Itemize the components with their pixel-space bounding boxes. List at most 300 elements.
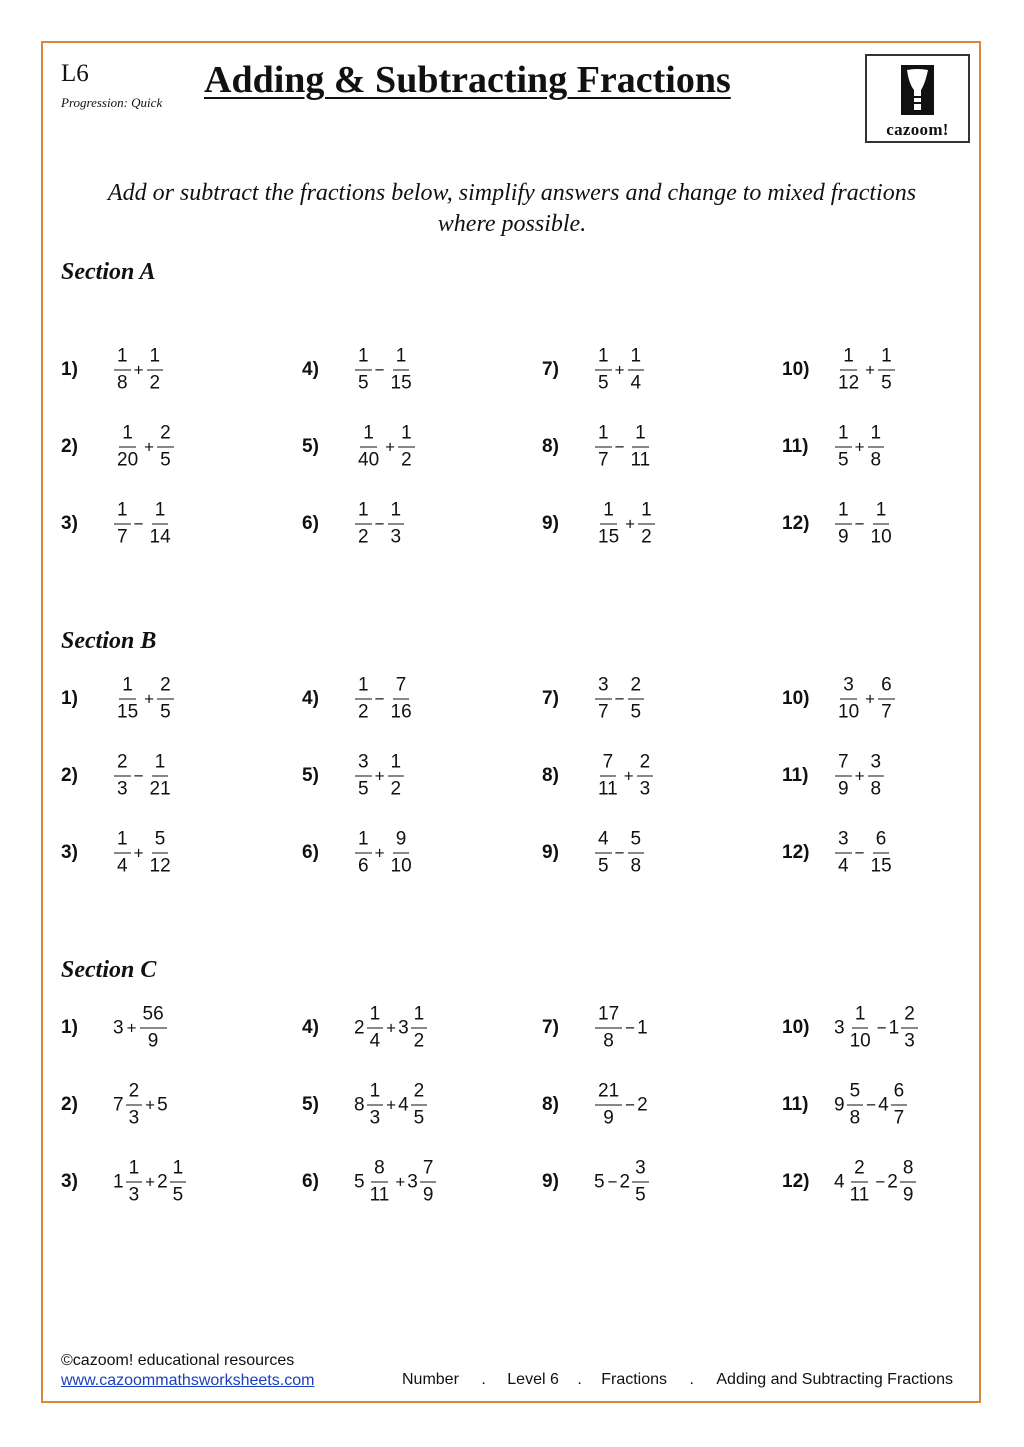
problem-number: 1) (61, 1017, 78, 1038)
denominator: 8 (849, 1107, 861, 1129)
problem-number: 11) (782, 1094, 809, 1115)
numerator: 8 (371, 1158, 388, 1183)
problem-item (782, 825, 1002, 881)
whole-number: 1 (113, 1171, 124, 1192)
denominator: 40 (358, 449, 380, 471)
problem-expression (834, 1004, 919, 1053)
denominator: 4 (117, 855, 128, 877)
denominator: 3 (128, 1184, 140, 1206)
problem-expression (354, 675, 416, 724)
denominator: 2 (358, 701, 369, 723)
numerator: 1 (152, 500, 169, 525)
fraction (868, 423, 885, 472)
denominator: 15 (117, 701, 139, 723)
denominator: 8 (870, 449, 882, 471)
fraction (147, 752, 174, 801)
fraction (595, 1004, 622, 1053)
fraction (632, 1158, 649, 1207)
denominator: 15 (870, 855, 892, 877)
operator: + (126, 1018, 137, 1037)
denominator: 7 (881, 701, 892, 723)
numerator: 3 (868, 752, 885, 777)
operator: + (145, 1095, 156, 1114)
problem-item (782, 1154, 1002, 1210)
problem-expression (834, 829, 896, 878)
instructions: Add or subtract the fractions below, simplify answers and change to mixed fractions where possible. (107, 180, 917, 237)
problem-number: 10) (782, 1017, 810, 1038)
denominator: 7 (598, 449, 609, 471)
numerator: 5 (628, 829, 645, 854)
problem-number: 3) (61, 513, 78, 534)
denominator: 15 (390, 372, 412, 394)
denominator: 2 (401, 449, 412, 471)
problem-item (542, 671, 762, 727)
problem-expression (834, 500, 896, 549)
whole-number: 3 (113, 1017, 124, 1038)
problem-number: 8) (542, 1094, 559, 1115)
problem-item (782, 671, 1002, 727)
numerator: 2 (114, 752, 131, 777)
operator: − (614, 689, 625, 708)
problem-item (302, 342, 522, 398)
problem-item (782, 342, 1002, 398)
problem-number: 5) (302, 1094, 319, 1115)
fraction (367, 1081, 384, 1130)
whole-number: 4 (398, 1094, 409, 1115)
footer-tag: Number (402, 1371, 459, 1388)
problem-expression (113, 829, 175, 878)
denominator: 5 (598, 855, 609, 877)
numerator: 1 (398, 423, 415, 448)
denominator: 8 (117, 372, 128, 394)
fraction (420, 1158, 437, 1207)
numerator: 1 (367, 1004, 384, 1029)
numerator: 1 (878, 346, 895, 371)
numerator: 2 (157, 675, 174, 700)
problem-expression (834, 346, 896, 395)
operator: − (374, 360, 385, 379)
copyright-text: ©cazoom! educational resources (61, 1352, 295, 1369)
denominator: 9 (902, 1184, 914, 1206)
fraction (628, 675, 645, 724)
problem-expression (594, 346, 645, 395)
fraction (140, 1004, 167, 1053)
fraction (878, 346, 895, 395)
fraction (126, 1081, 143, 1130)
problem-expression (354, 500, 405, 549)
website-link[interactable]: www.cazoommathsworksheets.com (61, 1372, 315, 1389)
footer-tag: Level 6 (507, 1371, 559, 1388)
fraction (157, 423, 174, 472)
denominator: 5 (172, 1184, 184, 1206)
denominator: 9 (838, 526, 849, 548)
problem-item (542, 1000, 762, 1056)
fraction (147, 346, 164, 395)
fraction (595, 675, 612, 724)
problem-number: 4) (302, 359, 319, 380)
denominator: 2 (641, 526, 652, 548)
numerator: 1 (595, 423, 612, 448)
operator: − (866, 1095, 877, 1114)
problem-item (542, 825, 762, 881)
problem-number: 4) (302, 688, 319, 709)
problem-number: 5) (302, 436, 319, 457)
whole-number: 1 (888, 1017, 900, 1038)
page-title: Adding & Subtracting Fractions (204, 59, 731, 101)
denominator: 4 (838, 855, 849, 877)
denominator: 10 (838, 701, 860, 723)
fraction (355, 675, 372, 724)
numerator: 1 (152, 752, 169, 777)
numerator: 1 (835, 500, 852, 525)
denominator: 3 (128, 1107, 140, 1129)
denominator: 5 (598, 372, 609, 394)
numerator: 4 (595, 829, 612, 854)
operator: − (133, 514, 144, 533)
whole-number: 8 (354, 1094, 365, 1115)
operator: − (133, 766, 144, 785)
logo-text: cazoom! (886, 120, 949, 139)
fraction (868, 829, 895, 878)
footer-tags (402, 1371, 953, 1389)
denominator: 10 (390, 855, 412, 877)
problem-expression (354, 1081, 428, 1130)
denominator: 3 (390, 526, 402, 548)
numerator: 3 (632, 1158, 649, 1183)
problem-expression (594, 829, 645, 878)
fraction (388, 346, 415, 395)
denominator: 5 (358, 372, 369, 394)
whole-number: 4 (834, 1171, 845, 1192)
problem-item (542, 342, 762, 398)
whole-number: 4 (878, 1094, 889, 1115)
fraction (595, 752, 621, 801)
numerator: 1 (147, 346, 164, 371)
whole-number: 5 (157, 1094, 168, 1115)
fraction (835, 423, 852, 472)
fraction (398, 423, 415, 472)
fraction (900, 1158, 917, 1207)
denominator: 15 (598, 526, 620, 548)
problem-expression (354, 346, 416, 395)
whole-number: 2 (354, 1017, 365, 1038)
problem-item (302, 419, 522, 475)
problem-number: 12) (782, 1171, 810, 1192)
fraction (628, 829, 645, 878)
numerator: 6 (873, 829, 890, 854)
fraction (388, 675, 415, 724)
operator: − (875, 1172, 886, 1191)
problem-item (302, 825, 522, 881)
fraction (367, 1004, 384, 1053)
whole-number: 5 (594, 1171, 605, 1192)
numerator: 1 (170, 1158, 187, 1183)
fraction (157, 675, 174, 724)
problem-number: 10) (782, 359, 810, 380)
denominator: 2 (358, 526, 369, 548)
numerator: 7 (420, 1158, 437, 1183)
operator: − (614, 843, 625, 862)
numerator: 2 (126, 1081, 143, 1106)
problem-expression (113, 346, 164, 395)
problem-item (61, 1000, 281, 1056)
denominator: 3 (117, 778, 128, 800)
problem-item (542, 1077, 762, 1133)
problem-item (61, 825, 281, 881)
problem-item (61, 1154, 281, 1210)
problem-number: 10) (782, 688, 810, 709)
whole-number: 2 (637, 1094, 648, 1115)
problem-number: 5) (302, 765, 319, 786)
fraction (847, 1158, 873, 1207)
denominator: 7 (117, 526, 128, 548)
problem-item (61, 671, 281, 727)
footer-separator: . (481, 1371, 486, 1388)
numerator: 1 (628, 346, 645, 371)
problem-number: 3) (61, 1171, 78, 1192)
denominator: 2 (413, 1030, 425, 1052)
numerator: 1 (360, 423, 377, 448)
problem-expression (594, 752, 654, 801)
denominator: 5 (881, 372, 892, 394)
denominator: 2 (149, 372, 161, 394)
operator: − (625, 1018, 636, 1037)
problem-expression (113, 500, 175, 549)
section-title: Section A (61, 259, 156, 285)
whole-number: 3 (398, 1017, 409, 1038)
numerator: 1 (355, 500, 372, 525)
problem-item (61, 496, 281, 552)
denominator: 5 (358, 778, 369, 800)
whole-number: 3 (407, 1171, 418, 1192)
numerator: 8 (900, 1158, 917, 1183)
problem-item (782, 1000, 1002, 1056)
problem-number: 8) (542, 436, 559, 457)
whole-number: 2 (157, 1171, 168, 1192)
operator: + (144, 437, 155, 456)
footer-credits (61, 1351, 314, 1391)
numerator: 1 (119, 423, 136, 448)
footer-separator: . (577, 1371, 582, 1388)
numerator: 3 (355, 752, 372, 777)
operator: + (374, 843, 385, 862)
denominator: 20 (117, 449, 139, 471)
denominator: 9 (603, 1107, 614, 1129)
fraction (355, 423, 382, 472)
fraction (878, 675, 895, 724)
operator: + (395, 1172, 406, 1191)
problem-expression (594, 1158, 650, 1207)
fraction (835, 500, 852, 549)
operator: + (854, 437, 865, 456)
denominator: 7 (598, 701, 609, 723)
problem-number: 6) (302, 513, 319, 534)
operator: − (374, 689, 385, 708)
numerator: 1 (835, 423, 852, 448)
problem-number: 9) (542, 842, 559, 863)
problem-expression (594, 1081, 649, 1130)
problem-number: 3) (61, 842, 78, 863)
problem-expression (354, 423, 416, 472)
problem-number: 1) (61, 688, 78, 709)
problem-expression (594, 1004, 649, 1053)
problem-number: 2) (61, 765, 78, 786)
problem-item (61, 748, 281, 804)
operator: + (144, 689, 155, 708)
fraction (114, 675, 141, 724)
numerator: 6 (891, 1081, 908, 1106)
operator: − (876, 1018, 887, 1037)
problem-number: 4) (302, 1017, 319, 1038)
denominator: 10 (849, 1030, 871, 1052)
numerator: 1 (411, 1004, 428, 1029)
problem-number: 9) (542, 1171, 559, 1192)
numerator: 2 (157, 423, 174, 448)
fraction (891, 1081, 908, 1130)
operator: + (625, 514, 636, 533)
fraction (355, 829, 372, 878)
denominator: 3 (369, 1107, 381, 1129)
denominator: 3 (639, 778, 651, 800)
operator: + (386, 1095, 397, 1114)
whole-number: 2 (619, 1171, 631, 1192)
problem-item (302, 496, 522, 552)
operator: + (865, 360, 876, 379)
denominator: 11 (849, 1184, 870, 1206)
numerator: 1 (393, 346, 410, 371)
numerator: 2 (628, 675, 645, 700)
problem-item (302, 1000, 522, 1056)
denominator: 14 (149, 526, 171, 548)
operator: + (385, 437, 396, 456)
fraction (147, 829, 174, 878)
operator: + (374, 766, 385, 785)
fraction (411, 1081, 428, 1130)
progression-label: Progression: Quick (61, 95, 163, 110)
problem-number: 2) (61, 436, 78, 457)
problem-item (542, 496, 762, 552)
fraction (388, 500, 405, 549)
problem-expression (113, 752, 175, 801)
footer-tag: Adding and Subtracting Fractions (716, 1371, 953, 1388)
numerator: 3 (840, 675, 857, 700)
denominator: 5 (413, 1107, 425, 1129)
numerator: 1 (114, 346, 131, 371)
problem-item (302, 748, 522, 804)
problem-expression (354, 829, 416, 878)
numerator: 1 (840, 346, 857, 371)
denominator: 5 (635, 1184, 646, 1206)
fraction (835, 675, 862, 724)
whole-number: 1 (637, 1017, 648, 1038)
problem-item (782, 1077, 1002, 1133)
fraction (411, 1004, 428, 1053)
denominator: 2 (390, 778, 402, 800)
denominator: 9 (838, 778, 849, 800)
problem-number: 7) (542, 688, 559, 709)
fraction (114, 346, 131, 395)
denominator: 8 (603, 1030, 614, 1052)
operator: + (623, 766, 634, 785)
fraction (868, 500, 895, 549)
numerator: 5 (847, 1081, 864, 1106)
fraction (637, 752, 654, 801)
fraction (847, 1004, 874, 1053)
denominator: 11 (598, 778, 618, 800)
denominator: 12 (838, 372, 860, 394)
operator: − (854, 843, 865, 862)
whole-number: 9 (834, 1094, 845, 1115)
numerator: 1 (114, 829, 131, 854)
operator: + (386, 1018, 397, 1037)
operator: − (374, 514, 385, 533)
problem-expression (594, 423, 654, 472)
numerator: 1 (119, 675, 136, 700)
problem-number: 7) (542, 359, 559, 380)
fraction (638, 500, 655, 549)
denominator: 3 (904, 1030, 915, 1052)
denominator: 9 (147, 1030, 159, 1052)
fraction (847, 1081, 864, 1130)
numerator: 1 (600, 500, 617, 525)
problem-expression (113, 675, 175, 724)
problem-expression (354, 1158, 437, 1207)
numerator: 1 (632, 423, 649, 448)
fraction (595, 500, 622, 549)
denominator: 8 (630, 855, 642, 877)
operator: + (133, 360, 144, 379)
whole-number: 7 (113, 1094, 124, 1115)
problem-expression (113, 1004, 168, 1053)
fraction (835, 829, 852, 878)
numerator: 3 (835, 829, 852, 854)
denominator: 5 (838, 449, 849, 471)
problem-expression (834, 1158, 917, 1207)
fraction (114, 752, 131, 801)
problem-item (302, 1077, 522, 1133)
footer-separator: . (689, 1371, 694, 1388)
fraction (388, 829, 415, 878)
denominator: 16 (390, 701, 412, 723)
footer-tag: Fractions (601, 1371, 668, 1388)
numerator: 2 (851, 1158, 868, 1183)
problem-item (542, 1154, 762, 1210)
numerator: 9 (393, 829, 410, 854)
numerator: 3 (595, 675, 612, 700)
fraction (114, 500, 131, 549)
fraction (628, 423, 654, 472)
problem-number: 12) (782, 513, 810, 534)
operator: + (614, 360, 625, 379)
denominator: 11 (369, 1184, 390, 1206)
operator: + (145, 1172, 156, 1191)
problem-item (782, 419, 1002, 475)
numerator: 1 (114, 500, 131, 525)
numerator: 6 (878, 675, 895, 700)
operator: − (854, 514, 865, 533)
numerator: 7 (835, 752, 852, 777)
fraction (170, 1158, 187, 1207)
fraction (355, 500, 372, 549)
denominator: 21 (149, 778, 171, 800)
fraction (388, 752, 405, 801)
numerator: 1 (873, 500, 890, 525)
problem-expression (113, 1158, 187, 1207)
fraction (628, 346, 645, 395)
fraction (147, 500, 174, 549)
numerator: 7 (600, 752, 617, 777)
section-title: Section B (61, 628, 157, 654)
